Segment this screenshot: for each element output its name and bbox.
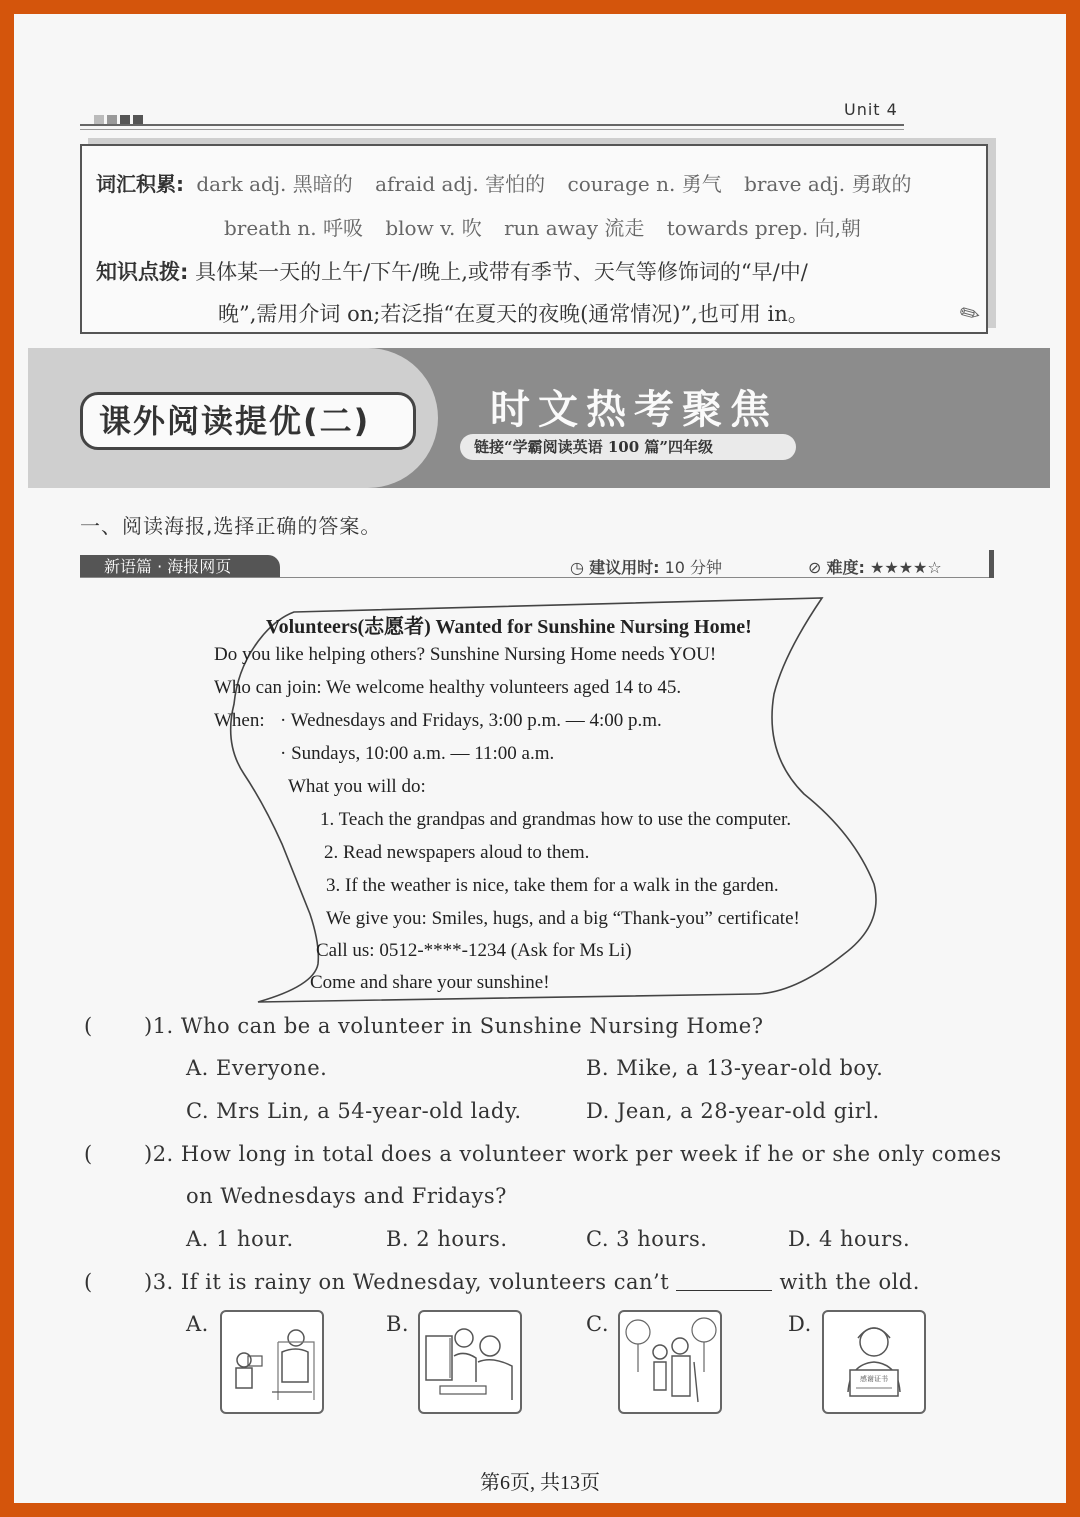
poster-line: 3. If the weather is nice, take them for a walk in the garden. [326, 875, 779, 896]
option-2d[interactable]: D. 4 hours. [788, 1227, 911, 1251]
tip-text-2: 晚”,需用介词 on;若泛指“在夏天的夜晚(通常情况)”,也可用 in。 [218, 302, 809, 326]
poster-line: 1. Teach the grandpas and grandmas how to use the computer. [320, 809, 792, 830]
option-2a[interactable]: A. 1 hour. [186, 1227, 294, 1251]
page-number: 第6页, 共13页 [480, 1472, 600, 1494]
tip-row-2 [218, 298, 809, 328]
poster-line: · Wednesdays and Fridays, 3:00 p.m. — 4:00 p.m. [280, 710, 662, 731]
option-1c[interactable]: C. Mrs Lin, a 54-year-old lady. [186, 1099, 522, 1123]
certificate-text: 感谢证书 [860, 1375, 888, 1383]
option-3d-label[interactable]: D. [788, 1312, 812, 1336]
poster-line: Do you like helping others? Sunshine Nursing Home needs YOU! [214, 644, 717, 665]
vocab-word: courage n. 勇气 [567, 172, 722, 196]
header-divider [80, 124, 904, 126]
pencil-icon: ✎ [954, 296, 986, 332]
poster-line: Call us: 0512-****-1234 (Ask for Ms Li) [316, 940, 632, 961]
fill-blank[interactable] [676, 1272, 772, 1291]
suggested-time [570, 555, 722, 578]
answer-paren[interactable]: ( [84, 1014, 93, 1038]
vocab-word: blow v. 吹 [385, 216, 482, 240]
question-3-stem-a: )3. If it is rainy on Wednesday, volunteers can’t [144, 1270, 670, 1294]
computer-teaching-image[interactable] [418, 1310, 522, 1414]
option-2c[interactable]: C. 3 hours. [586, 1227, 708, 1251]
poster-title: Volunteers(志愿者) Wanted for Sunshine Nursing Home! [266, 616, 752, 638]
banner-subtitle: 链接“学霸阅读英语 100 篇”四年级 [460, 434, 796, 460]
vocab-row-1 [96, 168, 911, 197]
difficulty [808, 555, 942, 578]
tip-row-1 [96, 256, 808, 286]
vocab-box [80, 144, 988, 334]
question-3-stem-b: with the old. [779, 1270, 920, 1294]
vocab-word: breath n. 呼吸 [224, 216, 363, 240]
header-decoration [94, 110, 146, 129]
certificate-image[interactable] [822, 1310, 926, 1414]
banner-right-title: 时文热考聚焦 [490, 386, 778, 433]
question-1-stem: )1. Who can be a volunteer in Sunshine Nursing Home? [144, 1014, 764, 1038]
option-1d[interactable]: D. Jean, a 28-year-old girl. [586, 1099, 880, 1123]
check-circle-icon: ⊘ [808, 558, 822, 577]
option-2b[interactable]: B. 2 hours. [386, 1227, 508, 1251]
time-value: 10 分钟 [664, 558, 723, 577]
poster-line: · Sundays, 10:00 a.m. — 11:00 a.m. [280, 743, 555, 764]
reading-to-elder-image[interactable] [220, 1310, 324, 1414]
poster-when-label: When: [214, 710, 265, 731]
vocab-row-2 [218, 212, 861, 241]
vocab-word: dark adj. 黑暗的 [196, 172, 353, 196]
poster-line: Come and share your sunshine! [310, 972, 550, 993]
header-divider-thin [80, 129, 904, 130]
question-3-stem [144, 1270, 920, 1294]
vocab-word: brave adj. 勇敢的 [744, 172, 912, 196]
option-1b[interactable]: B. Mike, a 13-year-old boy. [586, 1056, 884, 1080]
worksheet-page [14, 14, 1066, 1503]
tag-end-bar [989, 550, 994, 578]
vocab-word: afraid adj. 害怕的 [375, 172, 546, 196]
section-title: 一、阅读海报,选择正确的答案。 [80, 514, 382, 538]
tip-label: 知识点拨: [96, 260, 189, 284]
clock-icon: ◷ [570, 558, 584, 577]
vocab-word: towards prep. 向,朝 [666, 216, 861, 240]
question-2-stem: )2. How long in total does a volunteer work per week if he or she only comes [144, 1142, 1002, 1166]
garden-walk-image[interactable] [618, 1310, 722, 1414]
option-3a-label[interactable]: A. [186, 1312, 209, 1336]
poster-line: What you will do: [288, 776, 426, 797]
tip-text-1: 具体某一天的上午/下午/晚上,或带有季节、天气等修饰词的“早/中/ [195, 260, 808, 284]
vocab-label: 词汇积累: [96, 172, 184, 196]
answer-paren[interactable]: ( [84, 1142, 93, 1166]
answer-paren[interactable]: ( [84, 1270, 93, 1294]
poster-line: We give you: Smiles, hugs, and a big “Thank-you” certificate! [326, 908, 800, 929]
poster-line: Who can join: We welcome healthy volunteers aged 14 to 45. [214, 677, 682, 698]
section-tag: 新语篇 · 海报网页 [80, 555, 280, 578]
vocab-word: run away 流走 [504, 216, 645, 240]
option-1a[interactable]: A. Everyone. [186, 1056, 328, 1080]
difficulty-stars: ★★★★☆ [870, 558, 942, 577]
poster-line: 2. Read newspapers aloud to them. [324, 842, 590, 863]
option-3b-label[interactable]: B. [386, 1312, 410, 1336]
question-2-stem-cont: on Wednesdays and Fridays? [186, 1184, 507, 1208]
banner-left-title: 课外阅读提优(二) [80, 392, 416, 450]
unit-label: Unit 4 [844, 100, 898, 119]
time-label: 建议用时: [589, 558, 660, 577]
option-3c-label[interactable]: C. [586, 1312, 609, 1336]
difficulty-label: 难度: [826, 558, 865, 577]
